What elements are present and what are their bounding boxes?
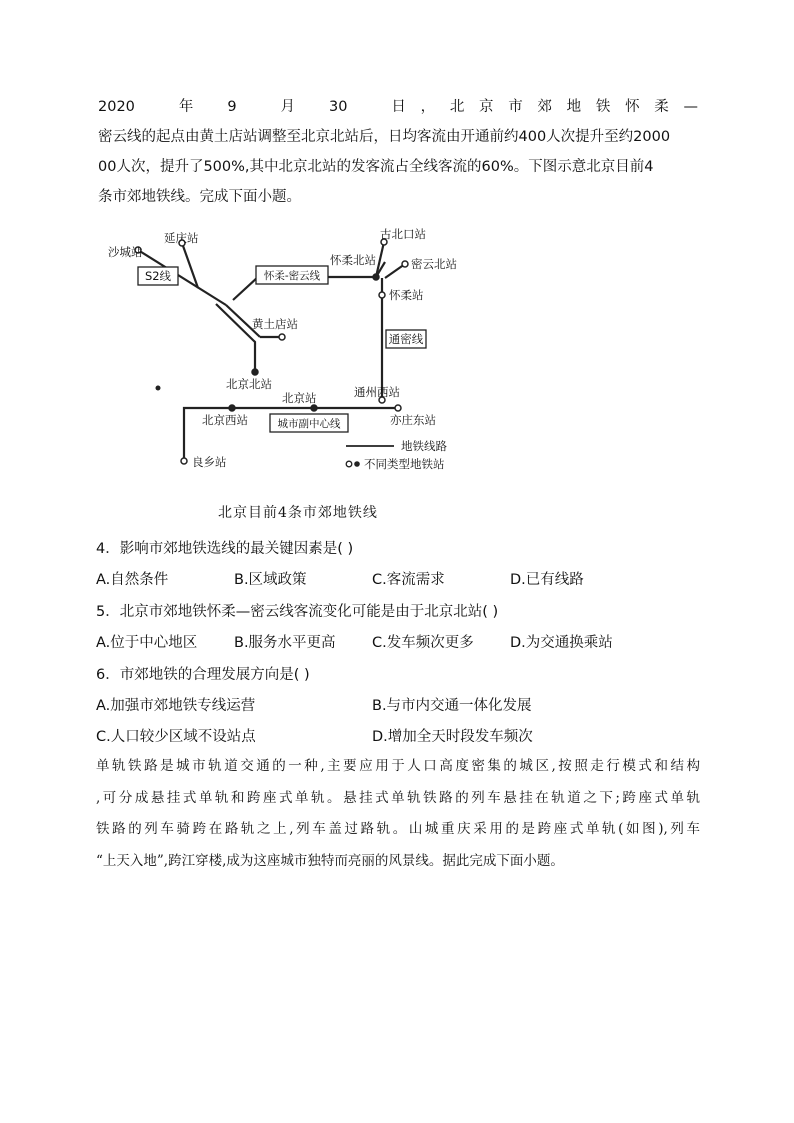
station-miyunbei-label: 密云北站 xyxy=(411,257,457,271)
intro-paragraph xyxy=(98,92,698,212)
fuzhongxin-label: 城市副中心线 xyxy=(277,418,341,430)
q6-option-a: A.加强市郊地铁专线运营 xyxy=(96,698,256,714)
station-huairou-marker xyxy=(379,292,385,298)
station-huairou-label: 怀柔站 xyxy=(389,288,424,302)
station-miyunbei-marker xyxy=(402,261,408,267)
station-yizhuangdong-marker xyxy=(395,405,401,411)
map-caption: 北京目前4条市郊地铁线 xyxy=(218,505,378,521)
legend-line-label: 地铁线路 xyxy=(401,439,447,453)
passage2-line-1: 单轨铁路是城市轨道交通的一种,主要应用于人口高度密集的城区,按照走行模式和结构 xyxy=(96,758,700,774)
huaimi-label: 怀柔-密云线 xyxy=(263,270,321,282)
intro-line-3: 00人次，提升了500%,其中北京北站的发客流占全线客流的60%。下图示意北京目前4 xyxy=(98,159,654,175)
station-beijingbei-marker xyxy=(252,369,258,375)
station-huangtudian-label: 黄土店站 xyxy=(252,317,298,331)
station-gubeikou-label: 古北口站 xyxy=(380,227,426,241)
station-liangxiang-marker xyxy=(181,458,187,464)
station-beijing-label: 北京站 xyxy=(282,391,317,405)
q6-option-d: D.增加全天时段发车频次 xyxy=(372,729,533,745)
station-huairoubei-marker xyxy=(373,274,379,280)
q6-option-b: B.与市内交通一体化发展 xyxy=(372,698,532,714)
stray-dot xyxy=(156,386,161,391)
map-legend xyxy=(346,439,447,471)
s2-label: S2线 xyxy=(144,269,172,283)
intro-line-1: 2020 年 9 月 30 日，北京市郊地铁怀柔— xyxy=(98,99,698,115)
intro-line-2: 密云线的起点由黄土店站调整至北京北站后，日均客流由开通前约400人次提升至约2000 xyxy=(98,129,671,145)
q5-option-a: A.位于中心地区 xyxy=(96,635,198,651)
question-4-stem: 4．影响市郊地铁选线的最关键因素是( ) xyxy=(96,541,354,557)
question-5-stem: 5．北京市郊地铁怀柔—密云线客流变化可能是由于北京北站( ) xyxy=(96,604,499,620)
q5-option-c: C.发车频次更多 xyxy=(372,635,474,651)
station-yizhuangdong-label: 亦庄东站 xyxy=(390,413,436,427)
q5-option-d: D.为交通换乘站 xyxy=(510,635,613,651)
tongmi-label: 通密线 xyxy=(388,332,424,346)
station-shacheng-label: 沙城站 xyxy=(108,245,143,259)
passage2-line-2: ,可分成悬挂式单轨和跨座式单轨。悬挂式单轨铁路的列车悬挂在轨道之下;跨座式单轨 xyxy=(96,789,700,806)
passage2-line-4: “上天入地”,跨江穿楼,成为这座城市独特而亮丽的风景线。据此完成下面小题。 xyxy=(96,852,564,869)
legend-station-label: 不同类型地铁站 xyxy=(364,457,445,471)
station-huairoubei-label: 怀柔北站 xyxy=(330,253,376,267)
q5-option-b: B.服务水平更高 xyxy=(234,635,336,651)
station-yanqing-label: 延庆站 xyxy=(164,231,199,245)
q4-option-d: D.已有线路 xyxy=(510,572,584,588)
q4-option-a: A.自然条件 xyxy=(96,572,169,588)
monorail-passage xyxy=(96,751,700,877)
station-beijing-marker xyxy=(311,405,317,411)
question-6-stem: 6．市郊地铁的合理发展方向是( ) xyxy=(96,667,310,683)
station-huangtudian-marker xyxy=(279,334,285,340)
q4-option-b: B.区域政策 xyxy=(234,572,307,588)
station-liangxiang-label: 良乡站 xyxy=(192,455,227,469)
station-beijingbei-label: 北京北站 xyxy=(226,377,272,391)
passage2-line-3: 铁路的列车骑跨在路轨之上,列车盖过路轨。山城重庆采用的是跨座式单轨(如图),列车 xyxy=(96,821,700,837)
q4-option-c: C.客流需求 xyxy=(372,572,445,588)
station-beijingxi-marker xyxy=(229,405,235,411)
q6-option-c: C.人口较少区域不设站点 xyxy=(96,729,256,745)
station-beijingxi-label: 北京西站 xyxy=(202,413,248,427)
intro-line-4: 条市郊地铁线。完成下面小题。 xyxy=(98,189,301,205)
station-tongzhouxi-label: 通州西站 xyxy=(354,385,400,399)
suburban-railway-map xyxy=(98,220,478,480)
